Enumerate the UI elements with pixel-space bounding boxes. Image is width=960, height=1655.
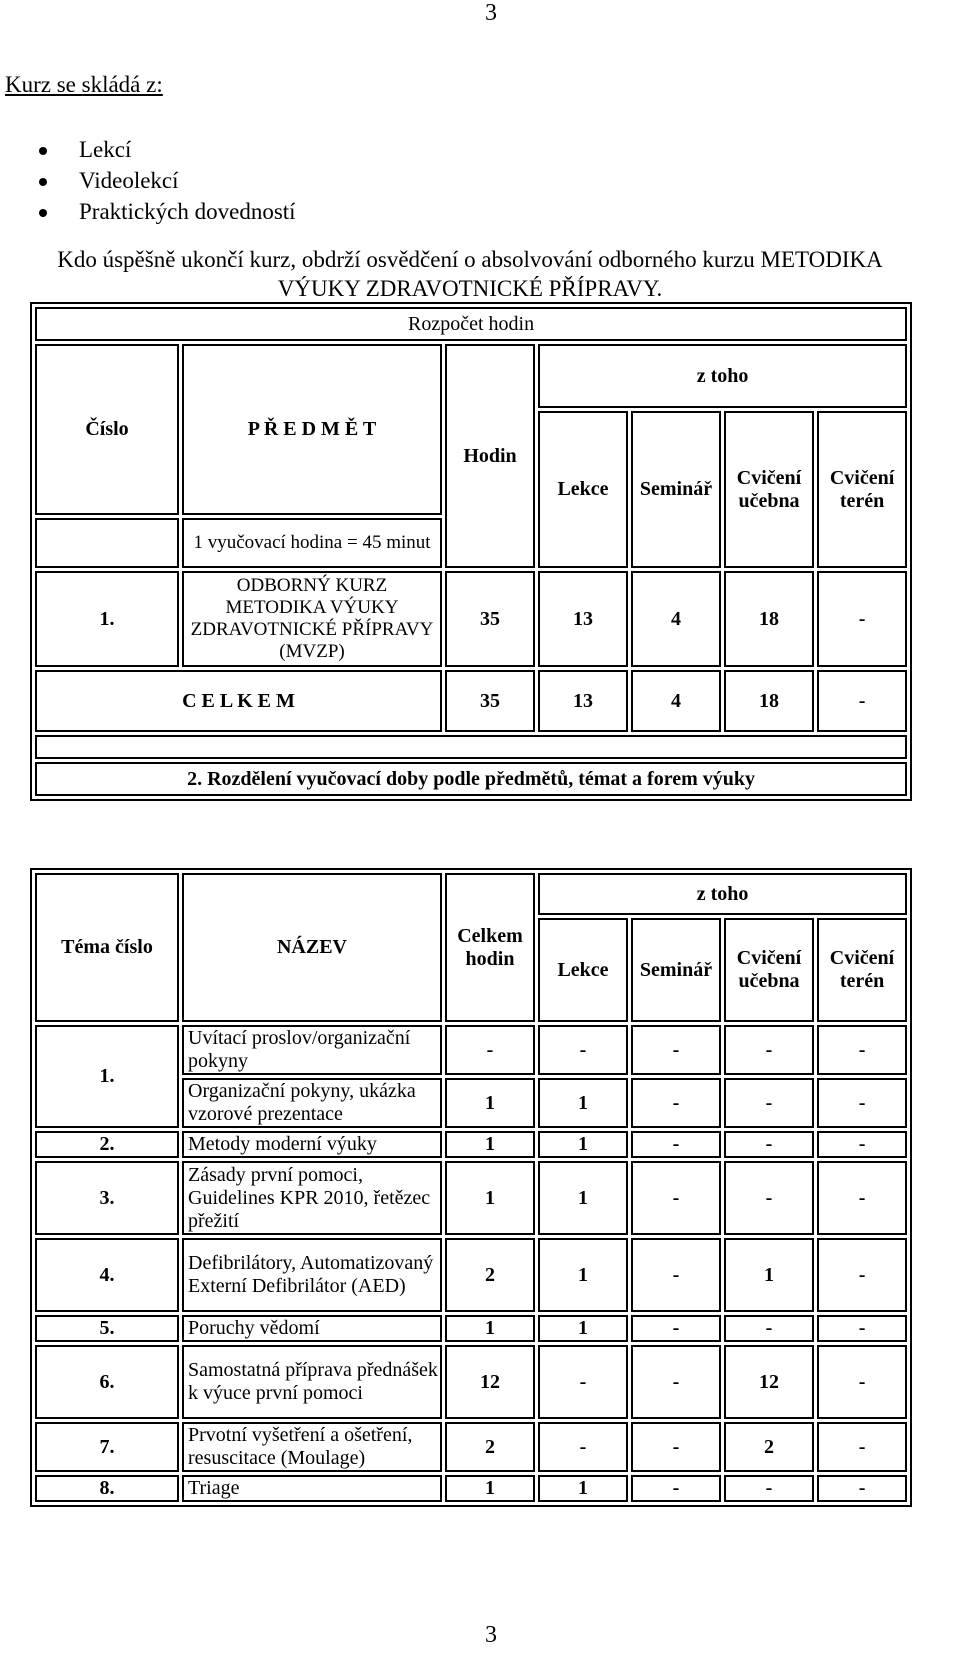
row-num: 4. — [35, 1238, 179, 1312]
row-seminar: - — [631, 1475, 721, 1502]
spacer-row — [35, 735, 907, 759]
row-hodin: 35 — [445, 571, 535, 667]
row-seminar: - — [631, 1345, 721, 1419]
row-num: 8. — [35, 1475, 179, 1502]
total-cviceni-teren: - — [817, 670, 907, 732]
row-seminar: 4 — [631, 571, 721, 667]
col-hodin: Hodin — [445, 344, 535, 568]
row-lekce: 1 — [538, 1078, 628, 1128]
row-name: Organizační pokyny, ukázka vzorové prezentace — [182, 1078, 442, 1128]
certificate-paragraph: Kdo úspěšně ukončí kurz, obdrží osvědčení o absolvování odborného kurzu METODIKA VÝUKY ZDRAVOTNICKÉ PŘÍPRAVY. — [57, 247, 883, 301]
col-cislo: Číslo — [35, 344, 179, 515]
col-nazev: NÁZEV — [182, 873, 442, 1022]
total-cviceni-ucebna: 18 — [724, 670, 814, 732]
total-seminar: 4 — [631, 670, 721, 732]
row-num: 5. — [35, 1315, 179, 1342]
row-lekce: 1 — [538, 1131, 628, 1158]
col-cviceni-teren: Cvičení terén — [817, 918, 907, 1022]
col-tema: Téma číslo — [35, 873, 179, 1022]
list-item: Videolekcí — [0, 165, 600, 196]
row-celkem: 1 — [445, 1161, 535, 1235]
row-seminar: - — [631, 1315, 721, 1342]
row-cviceni-teren: - — [817, 571, 907, 667]
row-celkem: 2 — [445, 1238, 535, 1312]
col-seminar: Seminář — [631, 918, 721, 1022]
row-cviceni-ucebna: - — [724, 1131, 814, 1158]
z-toho-header: z toho — [538, 344, 907, 408]
bullet-icon — [39, 178, 47, 186]
row-predmet: ODBORNÝ KURZ METODIKA VÝUKY ZDRAVOTNICKÉ PŘÍPRAVY (MVZP) — [182, 571, 442, 667]
row-cviceni-ucebna: 18 — [724, 571, 814, 667]
z-toho-header: z toho — [538, 873, 907, 915]
list-item: Praktických dovedností — [0, 196, 600, 227]
row-name: Metody moderní výuky — [182, 1131, 442, 1158]
row-cviceni-teren: - — [817, 1422, 907, 1472]
row-seminar: - — [631, 1238, 721, 1312]
row-cviceni-teren: - — [817, 1315, 907, 1342]
row-lekce: - — [538, 1025, 628, 1075]
row-cviceni-ucebna: - — [724, 1315, 814, 1342]
bullet-icon — [39, 209, 47, 217]
row-lekce: - — [538, 1345, 628, 1419]
row-lekce: 13 — [538, 571, 628, 667]
course-heading: Kurz se skládá z: — [5, 72, 163, 97]
row-celkem: - — [445, 1025, 535, 1075]
total-hodin: 35 — [445, 670, 535, 732]
row-celkem: 1 — [445, 1078, 535, 1128]
page-number-top: 3 — [485, 0, 497, 26]
list-item: Lekcí — [0, 134, 600, 165]
row-name: Triage — [182, 1475, 442, 1502]
row-cviceni-teren: - — [817, 1238, 907, 1312]
row-celkem: 12 — [445, 1345, 535, 1419]
row-cviceni-ucebna: - — [724, 1475, 814, 1502]
total-label: C E L K E M — [35, 670, 442, 732]
row-num: 6. — [35, 1345, 179, 1419]
row-cviceni-ucebna: - — [724, 1078, 814, 1128]
empty-cell — [35, 518, 179, 568]
row-cviceni-teren: - — [817, 1078, 907, 1128]
hour-note: 1 vyučovací hodina = 45 minut — [182, 518, 442, 568]
row-cviceni-teren: - — [817, 1475, 907, 1502]
row-cviceni-ucebna: - — [724, 1025, 814, 1075]
col-cviceni-ucebna: Cvičení učebna — [724, 411, 814, 568]
row-lekce: 1 — [538, 1238, 628, 1312]
row-seminar: - — [631, 1025, 721, 1075]
row-cviceni-teren: - — [817, 1345, 907, 1419]
row-celkem: 2 — [445, 1422, 535, 1472]
row-cviceni-teren: - — [817, 1025, 907, 1075]
col-lekce: Lekce — [538, 918, 628, 1022]
col-lekce: Lekce — [538, 411, 628, 568]
row-num: 3. — [35, 1161, 179, 1235]
section2-title: 2. Rozdělení vyučovací doby podle předmětů, témat a forem výuky — [35, 762, 907, 796]
row-cviceni-ucebna: 2 — [724, 1422, 814, 1472]
total-lekce: 13 — [538, 670, 628, 732]
row-lekce: 1 — [538, 1315, 628, 1342]
row-cviceni-ucebna: 1 — [724, 1238, 814, 1312]
row-lekce: 1 — [538, 1475, 628, 1502]
col-celkem: Celkem hodin — [445, 873, 535, 1022]
budget-title: Rozpočet hodin — [35, 307, 907, 341]
row-name: Poruchy vědomí — [182, 1315, 442, 1342]
col-cviceni-teren: Cvičení terén — [817, 411, 907, 568]
row-seminar: - — [631, 1078, 721, 1128]
bullet-icon — [39, 147, 47, 155]
row-cviceni-ucebna: 12 — [724, 1345, 814, 1419]
row-lekce: - — [538, 1422, 628, 1472]
row-cislo: 1. — [35, 571, 179, 667]
budget-table — [30, 302, 912, 801]
course-parts-list — [0, 134, 600, 227]
col-cviceni-ucebna: Cvičení učebna — [724, 918, 814, 1022]
row-name: Uvítací proslov/organizační pokyny — [182, 1025, 442, 1075]
row-name: Defibrilátory, Automatizovaný Externí Defibrilátor (AED) — [182, 1238, 442, 1312]
page-number-bottom: 3 — [485, 1622, 497, 1648]
row-num: 2. — [35, 1131, 179, 1158]
row-seminar: - — [631, 1422, 721, 1472]
row-cviceni-teren: - — [817, 1161, 907, 1235]
row-cviceni-ucebna: - — [724, 1161, 814, 1235]
row-name: Prvotní vyšetření a ošetření, resuscitace (Moulage) — [182, 1422, 442, 1472]
col-seminar: Seminář — [631, 411, 721, 568]
row-celkem: 1 — [445, 1315, 535, 1342]
row-name: Samostatná příprava přednášek k výuce první pomoci — [182, 1345, 442, 1419]
row-cviceni-teren: - — [817, 1131, 907, 1158]
row-celkem: 1 — [445, 1475, 535, 1502]
row-seminar: - — [631, 1131, 721, 1158]
row-name: Zásady první pomoci, Guidelines KPR 2010, řetězec přežití — [182, 1161, 442, 1235]
row-celkem: 1 — [445, 1131, 535, 1158]
topics-table — [30, 868, 912, 1507]
col-predmet: P Ř E D M Ě T — [182, 344, 442, 515]
row-num: 1. — [35, 1025, 179, 1128]
row-lekce: 1 — [538, 1161, 628, 1235]
row-num: 7. — [35, 1422, 179, 1472]
row-seminar: - — [631, 1161, 721, 1235]
